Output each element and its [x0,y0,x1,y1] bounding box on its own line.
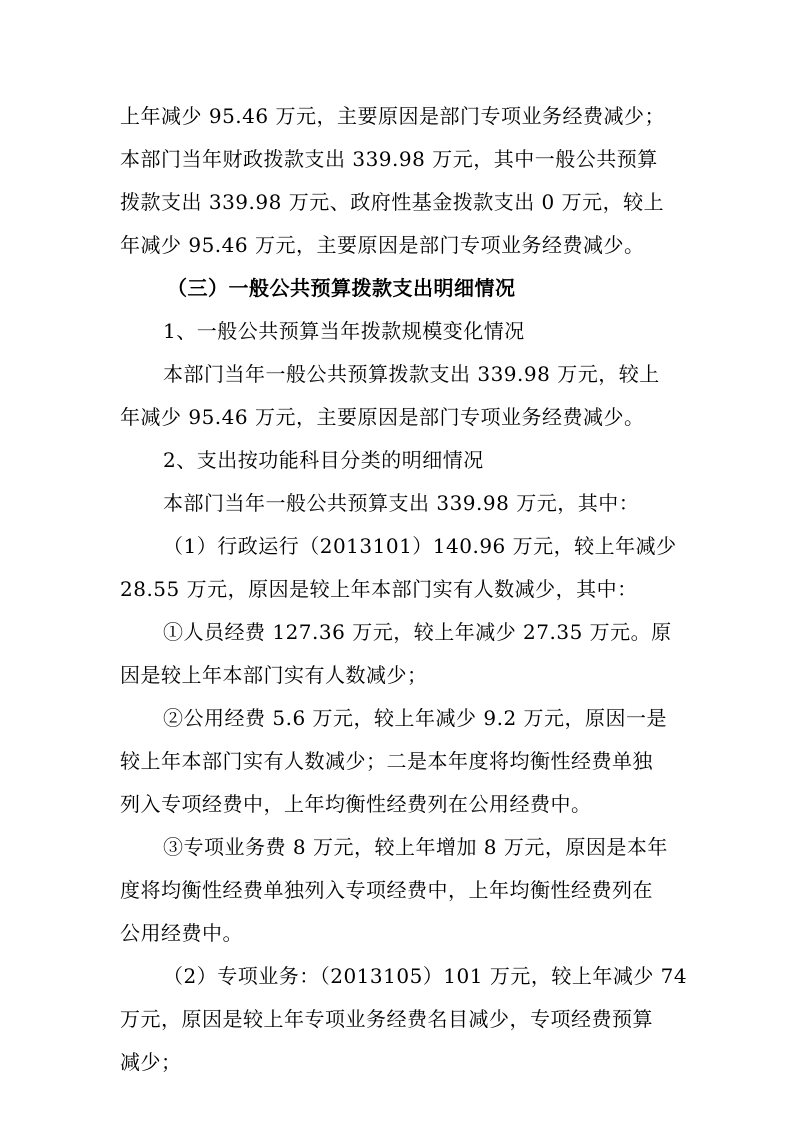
text-line: 本部门当年财政拨款支出 339.98 万元，其中一般公共预算 [120,147,658,171]
section-heading: （三）一般公共预算拨款支出明细情况 [167,276,516,300]
text-line: 年减少 95.46 万元，主要原因是部门专项业务经费减少。 [120,233,645,257]
text-line: 列入专项经费中，上年均衡性经费列在公用经费中。 [120,792,592,816]
subsection-heading: 1、一般公共预算当年拨款规模变化情况 [163,319,525,343]
text-line: 度将均衡性经费单独列入专项经费中，上年均衡性经费列在 [120,878,653,902]
text-line: 年减少 95.46 万元，主要原因是部门专项业务经费减少。 [120,405,645,429]
text-line: 较上年本部门实有人数减少；二是本年度将均衡性经费单独 [120,749,653,773]
text-line: 万元，原因是较上年专项业务经费名目减少，专项经费预算 [120,1007,653,1031]
text-line: 上年减少 95.46 万元，主要原因是部门专项业务经费减少； [120,104,665,128]
text-line: 28.55 万元，原因是较上年本部门实有人数减少，其中： [120,577,638,601]
text-line: 减少； [120,1050,182,1074]
text-line: （1）行政运行（2013101）140.96 万元，较上年减少 [163,534,677,558]
text-line: 公用经费中。 [120,921,243,945]
text-line: （2）专项业务：（2013105）101 万元，较上年减少 74 [163,964,688,988]
text-line: 拨款支出 339.98 万元、政府性基金拨款支出 0 万元，较上 [120,190,665,214]
text-line: 本部门当年一般公共预算支出 339.98 万元，其中： [163,491,640,515]
text-line: 本部门当年一般公共预算拨款支出 339.98 万元，较上 [163,362,660,386]
text-line: ①人员经费 127.36 万元，较上年减少 27.35 万元。原 [163,620,672,644]
text-line: ②公用经费 5.6 万元，较上年减少 9.2 万元，原因一是 [163,706,668,730]
text-line: 因是较上年本部门实有人数减少； [120,663,428,687]
text-line: ③专项业务费 8 万元，较上年增加 8 万元，原因是本年 [163,835,668,859]
subsection-heading: 2、支出按功能科目分类的明细情况 [163,448,484,472]
